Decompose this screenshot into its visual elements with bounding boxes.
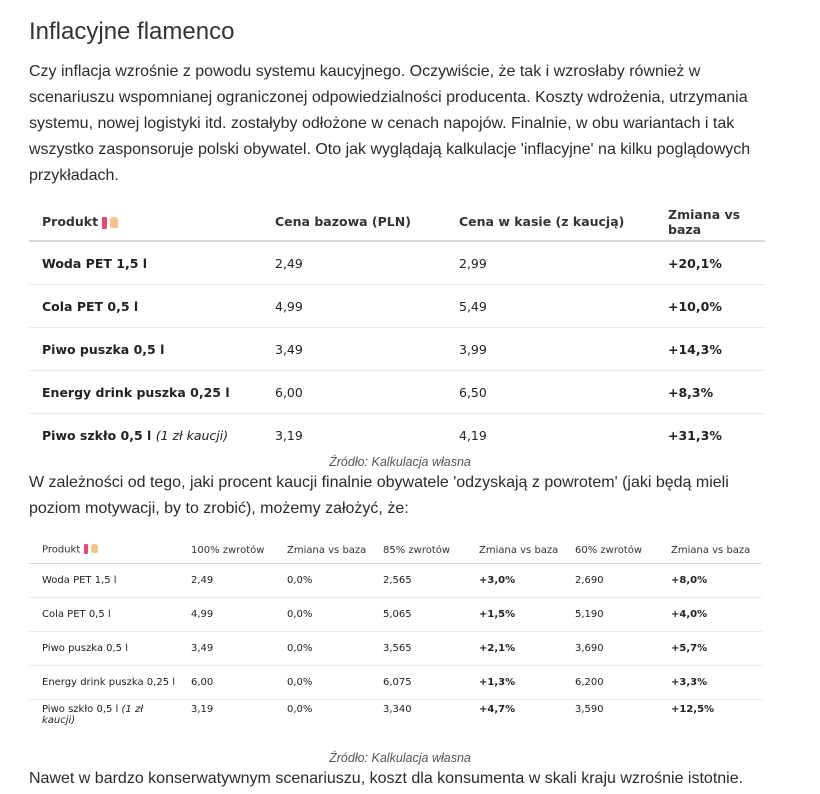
table-row — [29, 564, 762, 598]
product-cell — [29, 598, 178, 632]
base-price-cell: 3,49 — [262, 328, 446, 371]
header-base-price: Cena bazowa (PLN) — [262, 203, 446, 241]
product-name: Woda PET 1,5 l — [42, 255, 148, 271]
change-60-cell: +5,7% — [658, 632, 762, 666]
price-100-cell: 6,00 — [178, 666, 274, 700]
change-85-cell: +1,5% — [466, 598, 562, 632]
price-table-header-row — [29, 203, 765, 241]
product-name: Piwo puszka 0,5 l — [42, 643, 128, 654]
bottle-icon — [110, 217, 118, 228]
change-85-cell: +1,3% — [466, 666, 562, 700]
change-cell: +31,3% — [668, 427, 722, 443]
product-name: Piwo szkło 0,5 l — [42, 427, 152, 443]
source-caption-2: Źródło: Kalkulacja własna — [329, 751, 471, 765]
product-name: Cola PET 0,5 l — [42, 298, 139, 314]
product-note: (1 zł kaucji) — [155, 427, 229, 443]
price-60-cell: 3,590 — [575, 704, 604, 715]
bottle-icon — [91, 544, 98, 553]
checkout-price-cell: 3,99 — [446, 328, 655, 371]
article-heading: Inflacyjne flamenco — [29, 18, 235, 45]
price-60-cell: 6,200 — [562, 666, 658, 700]
base-price-cell: 4,99 — [262, 285, 446, 328]
change-85-cell: +4,7% — [479, 704, 516, 715]
product-cell — [29, 371, 262, 414]
price-100-cell: 3,49 — [178, 632, 274, 666]
price-100-cell: 2,49 — [178, 564, 274, 598]
source-caption-1: Źródło: Kalkulacja własna — [329, 455, 471, 469]
product-cell — [29, 328, 262, 371]
product-cell — [29, 414, 262, 457]
header-100-returns: 100% zwrotów — [178, 537, 274, 564]
price-60-cell: 2,690 — [562, 564, 658, 598]
table-row — [29, 371, 765, 414]
product-cell — [29, 666, 178, 700]
price-60-cell: 3,690 — [562, 632, 658, 666]
change-100-cell: 0,0% — [274, 666, 370, 700]
price-85-cell: 5,065 — [370, 598, 466, 632]
table-row — [29, 666, 762, 700]
checkout-price-cell: 6,50 — [446, 371, 655, 414]
returns-paragraph: W zależności od tego, jaki procent kaucji finalnie obywatele 'odzyskają z powrotem' (jaki będą mieli poziom motywacji, by to zrobić), możemy założyć, że: — [29, 474, 729, 517]
change-60-cell: +3,3% — [658, 666, 762, 700]
conclusion-paragraph: Nawet w bardzo konserwatywnym scenariuszu, koszt dla konsumenta w skali kraju wzrośnie istotnie. — [29, 770, 744, 787]
product-cell — [29, 564, 178, 598]
intro-paragraph: Czy inflacja wzrośnie z powodu systemu kaucyjnego. Oczywiście, że tak i wzrosłaby również w scenariuszu wspomnianej ograniczonej odpowiedzialności producenta. Koszty wdrożenia, utrzymania systemu, nowej logistyki itd. zostałyby odłożone w cenach napojów. Finalnie, w obu wariantach i tak wszystko zasponsoruje polski obywatel. Oto jak wyglądają kalkulacje 'inflacyjne' na kilku poglądowych przykładach. — [29, 63, 751, 184]
header-product: Produkt — [29, 203, 262, 241]
base-price-cell: 2,49 — [262, 241, 446, 285]
product-cell — [29, 700, 178, 747]
table-row — [29, 700, 762, 747]
returns-scenario-table — [29, 537, 762, 746]
change-85-cell: +3,0% — [466, 564, 562, 598]
change-60-cell: +4,0% — [658, 598, 762, 632]
header-checkout-price: Cena w kasie (z kaucją) — [446, 203, 655, 241]
change-60-cell: +8,0% — [658, 564, 762, 598]
product-name: Piwo puszka 0,5 l — [42, 341, 165, 357]
product-cell — [29, 632, 178, 666]
header-85-returns: 85% zwrotów — [370, 537, 466, 564]
change-100-cell: 0,0% — [274, 564, 370, 598]
table-row — [29, 632, 762, 666]
table-row — [29, 241, 765, 285]
product-name: Woda PET 1,5 l — [42, 575, 117, 586]
product-name: Energy drink puszka 0,25 l — [42, 677, 176, 688]
price-table — [29, 203, 765, 456]
change-cell: +20,1% — [655, 241, 765, 285]
base-price-cell: 3,19 — [275, 427, 303, 443]
header-change-60: Zmiana vs baza — [658, 537, 762, 564]
change-85-cell: +2,1% — [466, 632, 562, 666]
product-note: (1 zł kaucji) — [42, 704, 144, 726]
header-change: Zmiana vs baza — [655, 203, 765, 241]
change-100-cell: 0,0% — [274, 632, 370, 666]
checkout-price-cell: 4,19 — [459, 427, 487, 443]
drink-cup-icon — [102, 217, 107, 229]
header-60-returns: 60% zwrotów — [562, 537, 658, 564]
checkout-price-cell: 5,49 — [446, 285, 655, 328]
price-85-cell: 3,565 — [370, 632, 466, 666]
price-85-cell: 6,075 — [370, 666, 466, 700]
product-name: Piwo szkło 0,5 l — [42, 704, 119, 715]
change-cell: +10,0% — [655, 285, 765, 328]
checkout-price-cell: 2,99 — [446, 241, 655, 285]
change-cell: +14,3% — [655, 328, 765, 371]
product-cell — [29, 285, 262, 328]
header-change-100: Zmiana vs baza — [274, 537, 370, 564]
table-row — [29, 328, 765, 371]
product-cell — [29, 241, 262, 285]
change-100-cell: 0,0% — [287, 704, 313, 715]
header-product: Produkt — [29, 537, 178, 564]
base-price-cell: 6,00 — [262, 371, 446, 414]
change-100-cell: 0,0% — [274, 598, 370, 632]
table-row — [29, 285, 765, 328]
table-row — [29, 414, 765, 457]
change-60-cell: +12,5% — [671, 704, 715, 715]
price-60-cell: 5,190 — [562, 598, 658, 632]
price-85-cell: 3,340 — [383, 704, 412, 715]
change-cell: +8,3% — [655, 371, 765, 414]
price-100-cell: 4,99 — [178, 598, 274, 632]
product-name: Energy drink puszka 0,25 l — [42, 384, 230, 400]
header-change-85: Zmiana vs baza — [466, 537, 562, 564]
drink-cup-icon — [84, 544, 88, 554]
returns-table-header-row — [29, 537, 762, 564]
price-100-cell: 3,19 — [191, 704, 214, 715]
product-name: Cola PET 0,5 l — [42, 609, 111, 620]
table-row — [29, 598, 762, 632]
price-85-cell: 2,565 — [370, 564, 466, 598]
